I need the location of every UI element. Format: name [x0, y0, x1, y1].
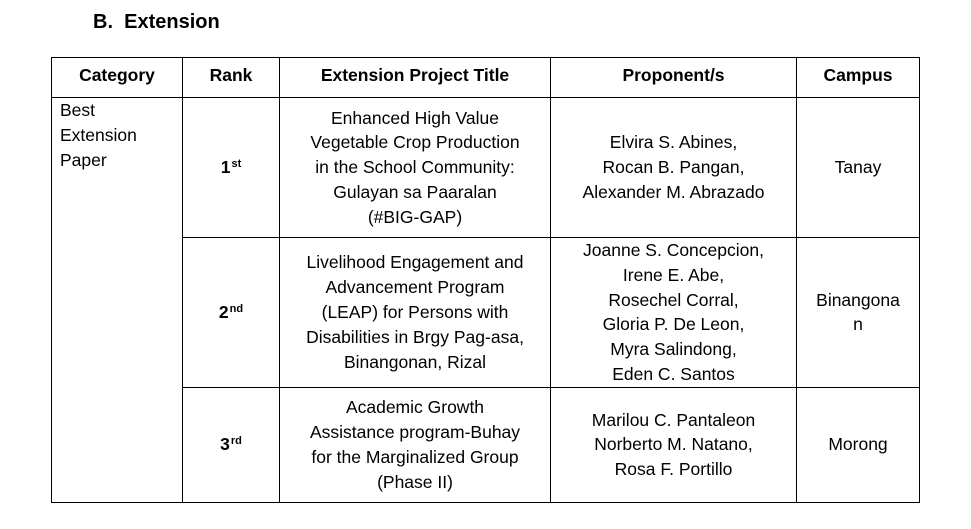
campus-name: n [853, 314, 863, 335]
title-line: Gulayan sa Paaralan [333, 181, 497, 202]
rank-number: 3 [220, 434, 230, 455]
section-heading: B. Extension [93, 11, 220, 33]
proponent-name: Rosa F. Portillo [614, 459, 733, 480]
project-title-cell [280, 238, 551, 388]
title-line: (#BIG-GAP) [367, 206, 463, 227]
proponent-name: Alexander M. Abrazado [582, 181, 765, 202]
title-line: Enhanced High Value [331, 107, 499, 128]
campus-cell [797, 238, 920, 388]
column-header-title: Extension Project Title [280, 58, 551, 98]
title-line: Advancement Program [325, 277, 505, 298]
column-header-proponents: Proponent/s [551, 58, 797, 98]
proponent-name: Eden C. Santos [612, 363, 735, 384]
column-header-campus: Campus [797, 58, 920, 98]
title-line: Academic Growth [345, 397, 485, 418]
rank-number: 2 [218, 301, 229, 322]
proponents-cell [551, 387, 797, 502]
title-line: Binangonan, Rizal [343, 351, 487, 372]
proponent-name: Rosechel Corral, [608, 289, 739, 310]
category-cell [52, 98, 183, 503]
proponent-name: Myra Salindong, [610, 339, 737, 360]
proponent-name: Rocan B. Pangan, [602, 157, 745, 178]
table-header-row [52, 58, 920, 98]
campus-cell [797, 98, 920, 238]
campus-name: Binangona [816, 289, 900, 310]
title-line: Disabilities in Brgy Pag-asa, [306, 326, 524, 347]
proponent-name: Elvira S. Abines, [609, 132, 738, 153]
title-line: (LEAP) for Persons with [321, 301, 509, 322]
title-line: Vegetable Crop Production [310, 132, 520, 153]
title-line: (Phase II) [377, 471, 453, 492]
project-title-cell [280, 387, 551, 502]
column-header-rank: Rank [183, 58, 280, 98]
table-row [52, 387, 920, 502]
table-row [52, 98, 920, 238]
proponent-name: Joanne S. Concepcion, [583, 240, 764, 260]
proponent-name: Irene E. Abe, [622, 264, 725, 285]
title-line: Assistance program-Buhay [309, 421, 521, 442]
rank-cell [183, 387, 280, 502]
title-line: Livelihood Engagement and [306, 252, 524, 273]
rank-cell [183, 238, 280, 388]
rank-number: 1 [220, 157, 231, 178]
title-line: for the Marginalized Group [311, 446, 519, 467]
rank-suffix: st [231, 158, 242, 171]
proponents-cell [551, 98, 797, 238]
campus-cell [797, 387, 920, 502]
campus-name: Morong [828, 434, 888, 455]
rank-suffix: rd [230, 435, 242, 448]
rank-suffix: nd [229, 302, 244, 315]
proponent-name: Norberto M. Natano, [594, 434, 753, 455]
title-line: in the School Community: [315, 157, 515, 178]
campus-name: Tanay [834, 157, 882, 178]
proponent-name: Marilou C. Pantaleon [591, 409, 756, 430]
extension-awards-table [51, 57, 920, 503]
table-row [52, 238, 920, 388]
proponent-name: Gloria P. De Leon, [602, 314, 745, 335]
proponents-cell [551, 238, 797, 388]
category-label: Best Extension Paper [60, 100, 137, 170]
project-title-cell [280, 98, 551, 238]
column-header-category: Category [52, 58, 183, 98]
rank-cell [183, 98, 280, 238]
